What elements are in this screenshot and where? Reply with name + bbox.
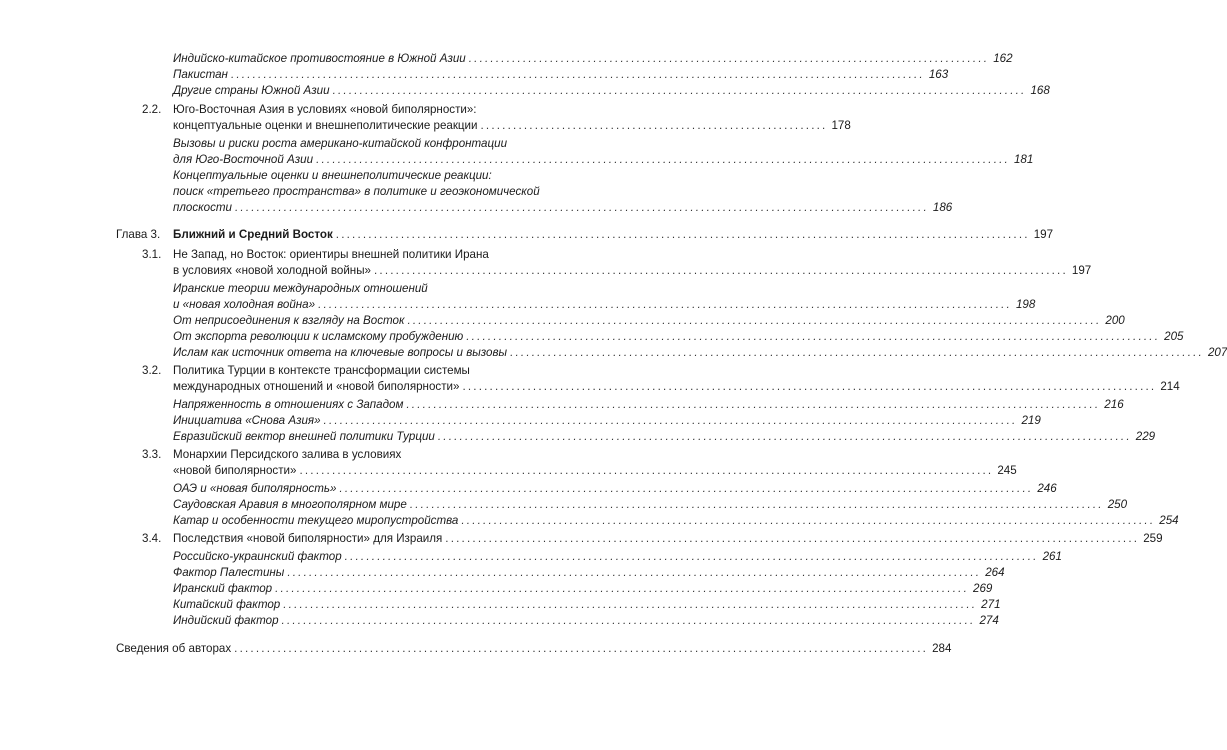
toc-entry-title: Инициатива «Снова Азия»: [173, 414, 321, 427]
toc-leader-dots: ................................................................................................................................: [510, 346, 1204, 359]
toc-page-number: 197: [1033, 228, 1054, 241]
toc-leader-dots: ................................................................................................................................: [374, 264, 1068, 277]
toc-page-number: 264: [985, 566, 1005, 579]
toc-entry-title: Китайский фактор: [173, 598, 281, 611]
toc-entry[interactable]: [173, 614, 999, 627]
toc-entry[interactable]: [173, 84, 1050, 97]
toc-page-number: 254: [1159, 514, 1179, 527]
toc-entry-title: для Юго-Восточной Азии: [173, 153, 314, 166]
toc-leader-dots: ................................................................................................................................: [406, 398, 1101, 411]
toc-entry-title: и «новая холодная война»: [173, 298, 316, 311]
toc-page-number: 207: [1207, 346, 1227, 359]
toc-page-number: 259: [1143, 532, 1163, 545]
toc-page-number: 197: [1071, 264, 1092, 277]
toc-leader-dots: ................................................................................................................................: [230, 68, 925, 81]
toc-leader-dots: ................................................................................................................................: [318, 298, 1012, 311]
toc-entry[interactable]: [173, 153, 1034, 166]
toc-section-title-line[interactable]: Не Запад, но Восток: ориентиры внешней политики Ирана: [173, 248, 489, 261]
section-number: 3.1.: [142, 248, 162, 261]
toc-entry-title: Индийский фактор: [173, 614, 279, 627]
toc-leader-dots: ................................................................................................................................: [332, 84, 1027, 97]
toc-page-number: 219: [1021, 414, 1041, 427]
toc-entry-title: Пакистан: [173, 68, 228, 81]
section-number: 3.2.: [142, 364, 162, 377]
toc-chapter-entry[interactable]: [173, 228, 1054, 241]
toc-entry[interactable]: [173, 582, 993, 595]
toc-entry-title: Другие страны Южной Азии: [173, 84, 330, 97]
toc-section-title-line[interactable]: Юго-Восточная Азия в условиях «новой биполярности»:: [173, 103, 477, 116]
toc-entry-title: Индийско-китайское противостояние в Южной Азии: [173, 52, 466, 65]
section-number: 3.3.: [142, 448, 162, 461]
toc-entry-title: Сведения об авторах: [116, 642, 232, 655]
toc-leader-dots: ................................................................................................................................: [461, 514, 1156, 527]
toc-page-number: 198: [1015, 298, 1036, 311]
toc-leader-dots: ................................................................................................................................: [407, 314, 1102, 327]
toc-section-entry[interactable]: [173, 380, 1180, 393]
toc-leader-dots: ................................................................................................................................: [234, 642, 929, 655]
toc-leader-dots: ................................................................................................................................: [445, 532, 1140, 545]
toc-leader-dots: ................................................................................................................................: [281, 614, 976, 627]
toc-page-number: 271: [981, 598, 1001, 611]
toc-entry-title-line[interactable]: поиск «третьего пространства» в политике и геоэкономической: [173, 185, 540, 198]
toc-section-title-line[interactable]: Монархии Персидского залива в условиях: [173, 448, 402, 461]
toc-entry-title: Иранский фактор: [173, 582, 273, 595]
toc-entry[interactable]: [173, 52, 1013, 65]
toc-entry[interactable]: [173, 430, 1156, 443]
toc-page-number: 205: [1164, 330, 1184, 343]
toc-page-number: 274: [979, 614, 999, 627]
toc-authors-entry[interactable]: [116, 642, 952, 655]
toc-leader-dots: ................................................................................................................................: [323, 414, 1018, 427]
toc-page-number: 246: [1037, 482, 1057, 495]
toc-entry[interactable]: [173, 598, 1001, 611]
toc-leader-dots: ................................................................................................................................: [462, 380, 1157, 393]
toc-entry-title: От неприсоединения к взгляду на Восток: [173, 314, 405, 327]
toc-section-title-line: концептуальные оценки и внешнеполитические реакции: [173, 119, 478, 132]
toc-page-number: 181: [1013, 153, 1034, 166]
toc-page-number: 216: [1104, 398, 1124, 411]
toc-page-number: 163: [928, 68, 949, 81]
toc-entry-title: плоскости: [173, 201, 232, 214]
toc-leader-dots: ................................................................................................................................: [437, 430, 1132, 443]
toc-entry[interactable]: [173, 482, 1057, 495]
toc-entry[interactable]: [173, 201, 953, 214]
toc-leader-dots: ................................................................................................................................: [275, 582, 970, 595]
toc-page-number: 168: [1030, 84, 1050, 97]
toc-page-number: 261: [1042, 550, 1062, 563]
toc-entry-title: Ислам как источник ответа на ключевые вопросы и вызовы: [173, 346, 508, 359]
toc-page-number: 229: [1135, 430, 1156, 443]
toc-entry[interactable]: [173, 550, 1062, 563]
toc-page-number: 214: [1160, 380, 1180, 393]
toc-page-number: 284: [932, 642, 952, 655]
toc-page-number: 186: [932, 201, 953, 214]
section-number: 2.2.: [142, 103, 162, 116]
toc-page-number: 162: [993, 52, 1013, 65]
toc-entry-title: Российско-украинский фактор: [173, 550, 342, 563]
toc-section-entry[interactable]: [173, 264, 1092, 277]
toc-entry-title: Напряженность в отношениях с Западом: [173, 398, 404, 411]
toc-entry[interactable]: [173, 298, 1036, 311]
toc-leader-dots: ................................................................................................................................: [335, 228, 1030, 241]
toc-entry[interactable]: [173, 398, 1124, 411]
toc-entry-title: Саудовская Аравия в многополярном мире: [173, 498, 407, 511]
toc-entry[interactable]: [173, 68, 949, 81]
toc-page-number: 200: [1105, 314, 1125, 327]
toc-leader-dots: ................................................................................................................................: [299, 464, 994, 477]
chapter-label: Глава 3.: [116, 228, 161, 241]
toc-page-number: 245: [997, 464, 1017, 477]
toc-entry[interactable]: [173, 414, 1041, 427]
toc-leader-dots: ................................................................................................................................: [466, 330, 1161, 343]
toc-leader-dots: ................................................................................................................................: [344, 550, 1039, 563]
toc-entry[interactable]: [173, 346, 1227, 359]
toc-entry[interactable]: [173, 514, 1179, 527]
toc-leader-dots: ................................................................................................................................: [287, 566, 982, 579]
toc-entry-title-line[interactable]: Концептуальные оценки и внешнеполитические реакции:: [173, 169, 492, 182]
toc-section-title-line[interactable]: Политика Турции в контексте трансформации системы: [173, 364, 470, 377]
toc-leader-dots: ................................................................................................................................: [339, 482, 1034, 495]
toc-entry[interactable]: [173, 566, 1005, 579]
toc-page-number: 250: [1107, 498, 1128, 511]
toc-page-number: 269: [973, 582, 993, 595]
toc-entry-title: От экспорта революции к исламскому пробуждению: [173, 330, 464, 343]
toc-entry-title-line[interactable]: Иранские теории международных отношений: [173, 282, 428, 295]
toc-leader-dots: ................................................................................................................................: [235, 201, 929, 214]
toc-page-number: 178: [831, 119, 851, 132]
chapter-title: Ближний и Средний Восток: [173, 228, 333, 241]
toc-section-title-line: в условиях «новой холодной войны»: [173, 264, 371, 277]
toc-leader-dots: ................................................................................................................................: [283, 598, 978, 611]
toc-section-entry[interactable]: [173, 464, 1017, 477]
toc-entry-title: Фактор Палестины: [173, 566, 285, 579]
toc-entry-title: ОАЭ и «новая биполярность»: [173, 482, 337, 495]
toc-section-entry[interactable]: [173, 119, 851, 132]
section-number: 3.4.: [142, 532, 162, 545]
toc-entry[interactable]: [173, 498, 1128, 511]
toc-section-title-line: Последствия «новой биполярности» для Израиля: [173, 532, 443, 545]
toc-leader-dots: ................................................................................................................................: [316, 153, 1010, 166]
toc-leader-dots: ................................................................................................................................: [409, 498, 1104, 511]
toc-leader-dots: ................................................................: [480, 119, 828, 132]
toc-entry-title-line[interactable]: Вызовы и риски роста американо-китайской конфронтации: [173, 137, 508, 150]
toc-section-entry[interactable]: [173, 532, 1163, 545]
toc-leader-dots: ................................................................................................: [468, 52, 990, 65]
toc-section-title-line: международных отношений и «новой биполярности»: [173, 380, 460, 393]
toc-entry[interactable]: [173, 314, 1125, 327]
toc-entry-title: Катар и особенности текущего миропустройства: [173, 514, 459, 527]
toc-entry[interactable]: [173, 330, 1184, 343]
toc-entry-title: Евразийский вектор внешней политики Турции: [173, 430, 435, 443]
toc-section-title-line: «новой биполярности»: [173, 464, 297, 477]
